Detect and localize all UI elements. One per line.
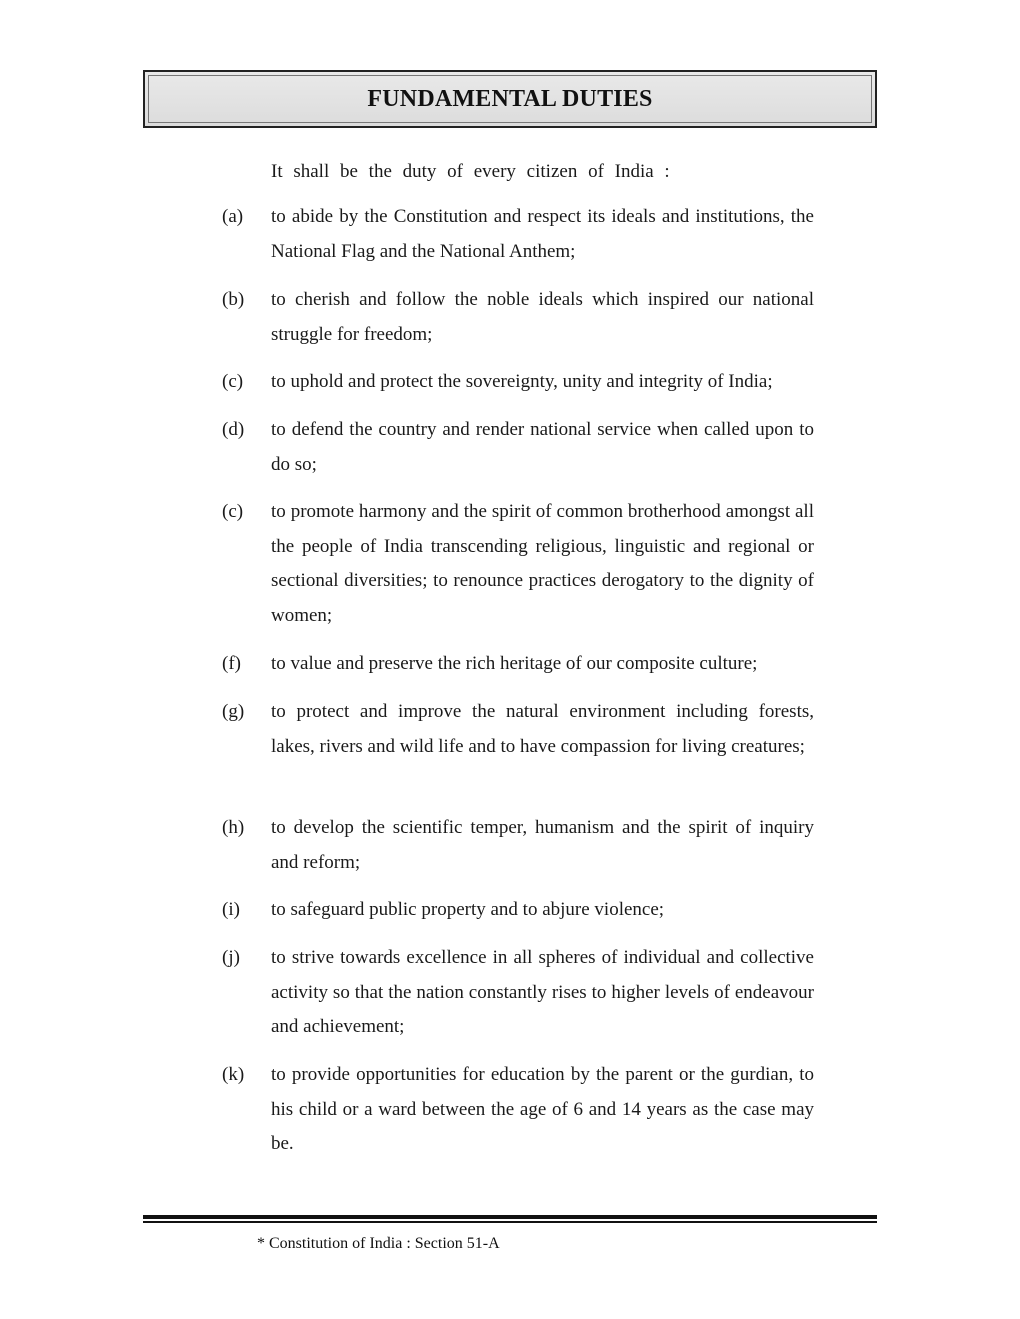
duty-marker: (k) bbox=[222, 1064, 245, 1085]
duty-text: to uphold and protect the sovereignty, unity and integrity of India; bbox=[271, 371, 773, 392]
duty-marker: (h) bbox=[222, 817, 245, 838]
duty-item-a bbox=[222, 200, 814, 269]
duty-item-f bbox=[222, 647, 814, 682]
footnote: * Constitution of India : Section 51-A bbox=[257, 1235, 500, 1252]
intro-text: It shall be the duty of every citizen of India : bbox=[271, 161, 670, 182]
duty-marker: (i) bbox=[222, 899, 240, 920]
footer-rule-thin bbox=[143, 1221, 877, 1223]
duty-item-k bbox=[222, 1058, 814, 1162]
duty-text: to provide opportunities for education by the parent or the gurdian, to his child or a ward between the age of 6 and 14 years as the case may be. bbox=[271, 1064, 814, 1154]
page-title: FUNDAMENTAL DUTIES bbox=[367, 85, 653, 112]
duty-text: to defend the country and render national service when called upon to do so; bbox=[271, 419, 814, 475]
duty-item-h bbox=[222, 811, 814, 880]
duty-item-i bbox=[222, 893, 814, 928]
duty-text: to abide by the Constitution and respect its ideals and institutions, the National Flag and the National Anthem; bbox=[271, 206, 814, 262]
duty-marker: (j) bbox=[222, 947, 240, 968]
duty-marker: (b) bbox=[222, 289, 245, 310]
duty-item-j bbox=[222, 941, 814, 1045]
duty-item-g bbox=[222, 695, 814, 764]
duty-text: to safeguard public property and to abjure violence; bbox=[271, 899, 665, 920]
duty-item-d bbox=[222, 413, 814, 482]
footer-rule-thick bbox=[143, 1215, 877, 1219]
duty-marker: (d) bbox=[222, 419, 245, 440]
duty-marker: (c) bbox=[222, 501, 244, 522]
duty-text: to strive towards excellence in all spheres of individual and collective activity so that the nation constantly rises to higher levels of endeavour and achievement; bbox=[271, 947, 814, 1037]
duty-text: to cherish and follow the noble ideals which inspired our national struggle for freedom; bbox=[271, 289, 814, 345]
duty-item-b bbox=[222, 283, 814, 352]
duty-text: to promote harmony and the spirit of common brotherhood amongst all the people of India transcending religious, linguistic and regional or sectional diversities; to renounce practices derogatory to the dignity of women; bbox=[271, 501, 814, 626]
duty-item-c bbox=[222, 365, 814, 400]
duty-marker: (a) bbox=[222, 206, 244, 227]
duty-marker: (f) bbox=[222, 653, 241, 674]
duty-marker: (c) bbox=[222, 371, 244, 392]
title-box bbox=[143, 70, 877, 128]
duty-text: to develop the scientific temper, humanism and the spirit of inquiry and reform; bbox=[271, 817, 814, 873]
duty-text: to value and preserve the rich heritage of our composite culture; bbox=[271, 653, 758, 674]
duty-text: to protect and improve the natural environment including forests, lakes, rivers and wild life and to have compassion for living creatures; bbox=[271, 701, 814, 757]
duty-item-e bbox=[222, 495, 814, 633]
duty-marker: (g) bbox=[222, 701, 245, 722]
